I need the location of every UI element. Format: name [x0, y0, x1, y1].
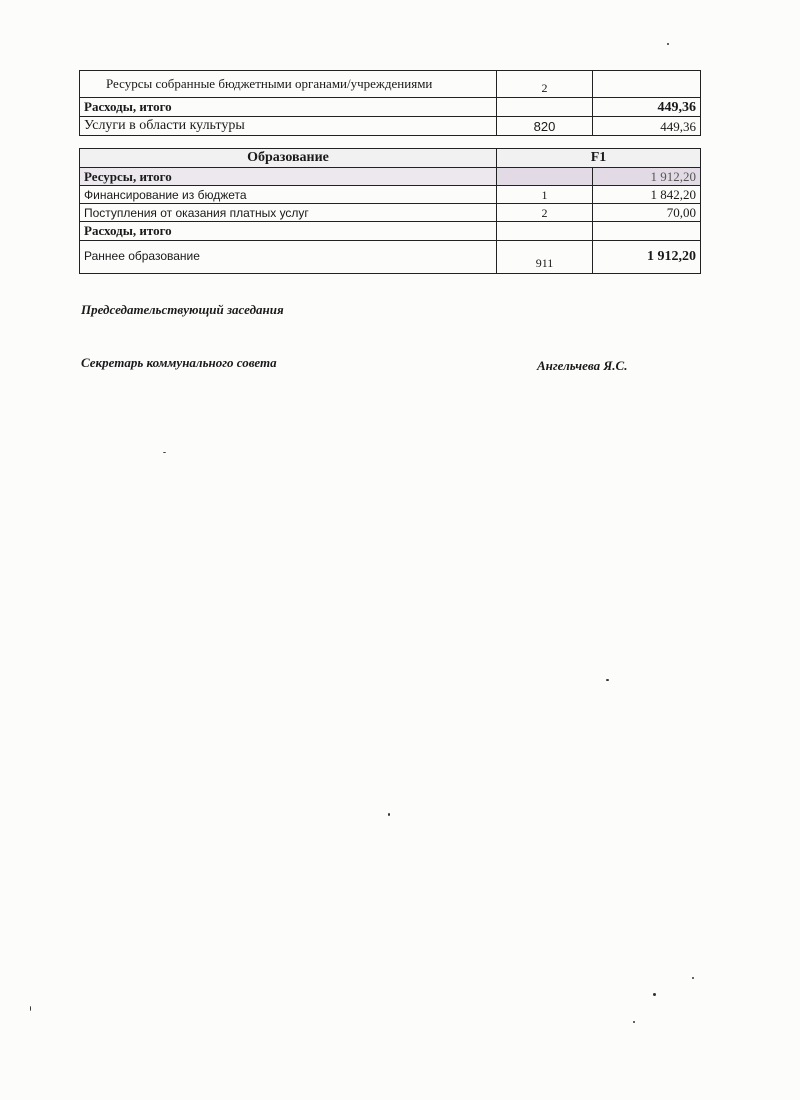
scan-speck: [163, 452, 166, 453]
row-label: Поступления от оказания платных услуг: [80, 204, 497, 222]
row-label: Расходы, итого: [80, 98, 497, 117]
section-code: F1: [497, 149, 701, 168]
section-title: Образование: [80, 149, 497, 168]
secretary-title: Секретарь коммунального совета: [81, 355, 277, 370]
table-row: [80, 204, 701, 222]
table-row: [80, 168, 701, 186]
row-amount: 1 912,20: [593, 168, 701, 186]
scan-speck: [30, 1006, 31, 1011]
row-amount: 449,36: [593, 98, 701, 117]
scan-speck: [606, 679, 609, 681]
row-label: Ресурсы, итого: [80, 168, 497, 186]
row-amount: [593, 71, 701, 98]
row-label: Ресурсы собранные бюджетными органами/учреждениями: [80, 71, 497, 98]
scan-speck: [633, 1021, 635, 1023]
table-row: [80, 117, 701, 136]
row-code: 820: [497, 117, 593, 136]
culture-table: [79, 70, 701, 136]
row-label: Расходы, итого: [80, 222, 497, 241]
row-code: 911: [497, 241, 593, 274]
row-code: [497, 222, 593, 241]
row-amount: [593, 222, 701, 241]
row-amount: 70,00: [593, 204, 701, 222]
row-label: Раннее образование: [80, 241, 497, 274]
secretary-name: Ангельчева Я.С.: [537, 358, 628, 373]
row-code: 2: [497, 204, 593, 222]
table-row: [80, 71, 701, 98]
table-row: [80, 98, 701, 117]
row-code: [497, 98, 593, 117]
table-row: [80, 186, 701, 204]
row-code: 2: [497, 71, 593, 98]
row-code: 1: [497, 186, 593, 204]
row-code: [497, 168, 593, 186]
row-amount: 449,36: [593, 117, 701, 136]
scan-speck: [653, 993, 656, 996]
table-header-row: [80, 149, 701, 168]
row-amount: 1 912,20: [593, 241, 701, 274]
scan-speck: [388, 813, 390, 816]
table-row: [80, 241, 701, 274]
row-amount: 1 842,20: [593, 186, 701, 204]
table-row: [80, 222, 701, 241]
scan-speck: [692, 977, 694, 979]
chairman-title: Председательствующий заседания: [81, 302, 284, 317]
row-label: Финансирование из бюджета: [80, 186, 497, 204]
row-label: Услуги в области культуры: [80, 117, 497, 136]
scan-speck: [667, 43, 669, 45]
education-table: [79, 148, 701, 274]
